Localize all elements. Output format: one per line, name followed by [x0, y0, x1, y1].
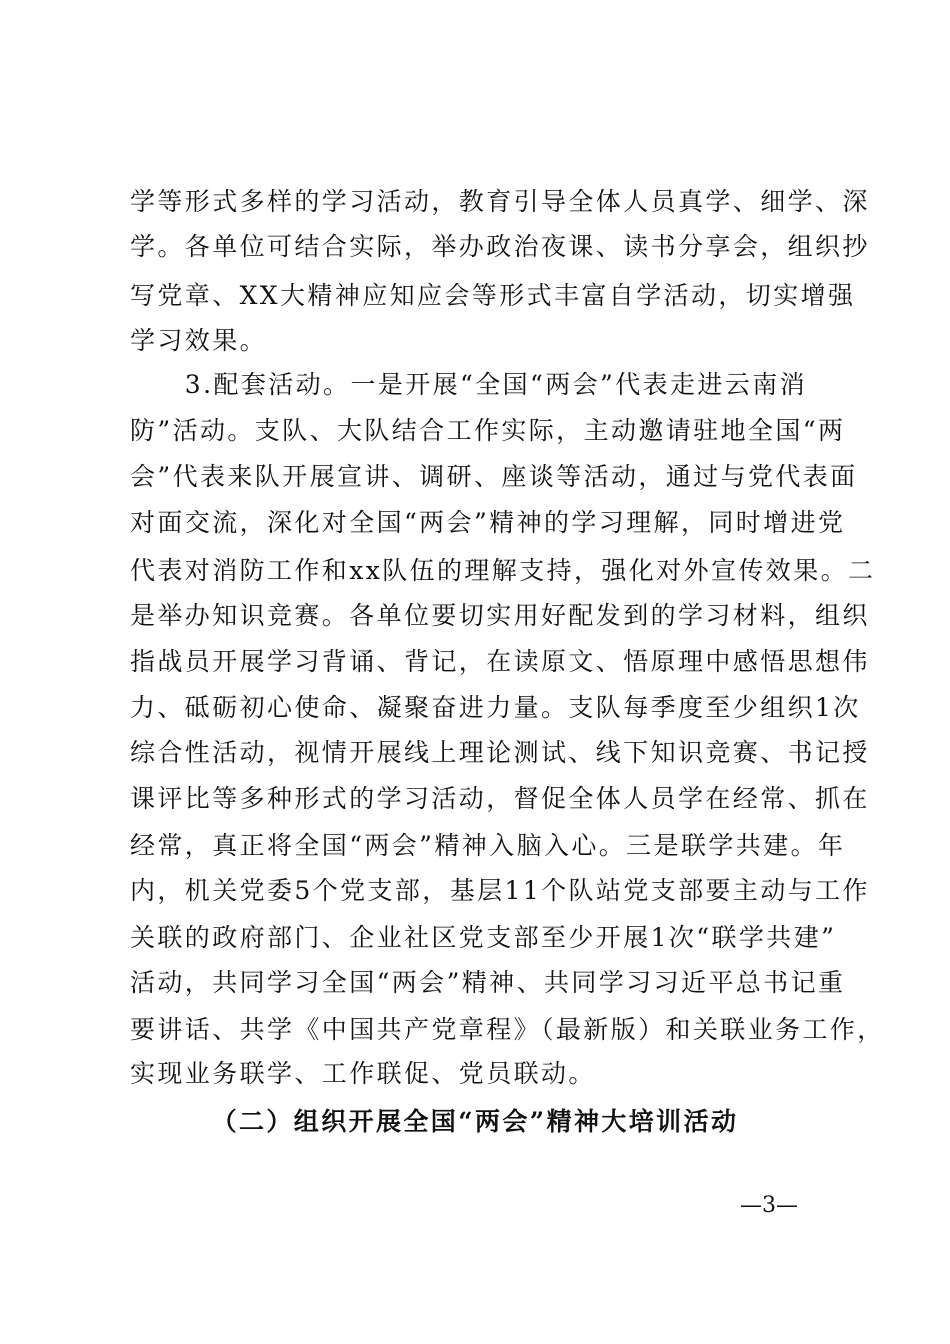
paragraph-line: 代表对消防工作和xx队伍的理解支持，强化对外宣传效果。二 — [130, 556, 876, 585]
paragraph-line: 学。各单位可结合实际，举办政治夜课、读书分享会，组织抄 — [130, 232, 870, 261]
section-heading: （二）组织开展全国“两会”精神大培训活动 — [211, 1107, 739, 1136]
paragraph-line: 实现业务联学、工作联促、党员联动。 — [130, 1059, 596, 1088]
paragraph-line: 关联的政府部门、企业社区党支部至少开展1次“联学共建” — [130, 923, 837, 952]
paragraph-line: 内，机关党委5个党支部，基层11个队站党支部要主动与工作 — [130, 876, 870, 905]
paragraph-line: 对面交流，深化对全国“两会”精神的学习理解，同时增进党 — [130, 508, 846, 537]
paragraph-line: 要讲话、共学《中国共产党章程》（最新版）和关联业务工作， — [130, 1015, 885, 1044]
paragraph-line: 指战员开展学习背诵、背记，在读原文、悟原理中感悟思想伟 — [130, 647, 870, 676]
paragraph-line: 会”代表来队开展宣讲、调研、座谈等活动，通过与党代表面 — [130, 462, 858, 491]
paragraph-line: 3.配套活动。一是开展“全国“两会”代表走进云南消 — [130, 370, 807, 399]
paragraph-line: 学习效果。 — [130, 326, 268, 355]
paragraph-line: 学等形式多样的学习活动，教育引导全体人员真学、细学、深 — [130, 187, 870, 216]
paragraph-line: 综合性活动，视情开展线上理论测试、线下知识竞赛、书记授 — [130, 738, 870, 767]
paragraph-line: 防”活动。支队、大队结合工作实际，主动邀请驻地全国“两 — [130, 416, 846, 445]
paragraph-line: 经常，真正将全国“两会”精神入脑入心。三是联学共建。年 — [130, 831, 846, 860]
paragraph-line: 课评比等多种形式的学习活动，督促全体人员学在经常、抓在 — [130, 784, 870, 813]
paragraph-line: 是举办知识竞赛。各单位要切实用好配发到的学习材料，组织 — [130, 601, 870, 630]
paragraph-line: 力、砥砺初心使命、凝聚奋进力量。支队每季度至少组织1次 — [130, 693, 861, 722]
paragraph-line: 活动，共同学习全国“两会”精神、共同学习习近平总书记重 — [130, 968, 846, 997]
page-number: —3— — [740, 1193, 798, 1218]
paragraph-line: 写党章、XX大精神应知应会等形式丰富自学活动，切实增强 — [130, 281, 856, 310]
